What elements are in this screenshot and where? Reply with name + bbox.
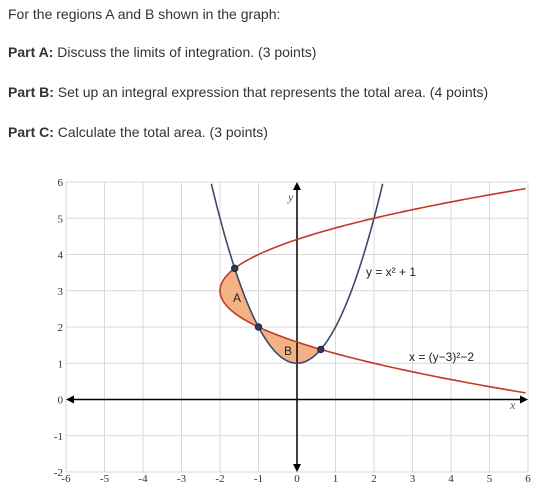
part-c-text: Calculate the total area. (3 points) (57, 124, 268, 140)
y-axis-name: y (288, 190, 294, 204)
question-intro: For the regions A and B shown in the graph: (8, 6, 281, 22)
y-tick-label: 0 (57, 394, 63, 407)
region-a-label: A (233, 291, 242, 305)
intersection-point (318, 346, 324, 352)
x-tick-label: -3 (176, 473, 187, 485)
part-a-text: Discuss the limits of integration. (3 points) (57, 44, 317, 60)
y-tick-label: 6 (57, 177, 63, 189)
x-tick-label: 2 (371, 473, 377, 485)
y-axis-arrow-up (293, 182, 301, 190)
x-tick-label: 0 (294, 473, 300, 485)
part-a (8, 43, 316, 61)
x-tick-label: -5 (99, 473, 110, 485)
shaded-regions (220, 268, 321, 363)
y-tick-label: 3 (57, 285, 63, 298)
x-axis-arrow-right (520, 396, 528, 404)
x-tick-label: 6 (525, 473, 531, 485)
tick-labels (54, 177, 531, 485)
region-b-label: B (284, 344, 293, 358)
y-tick-label: 4 (57, 249, 63, 262)
part-b-label: Part B: (8, 84, 54, 100)
x-tick-label: -6 (61, 473, 71, 485)
graph (0, 170, 546, 493)
part-b (8, 83, 488, 101)
x-tick-label: 1 (332, 473, 339, 485)
intersection-point (255, 324, 261, 330)
part-b-text: Set up an integral expression that represents the total area. (4 points) (57, 84, 489, 100)
y-tick-label: 1 (57, 358, 63, 371)
x-tick-label: -2 (215, 473, 225, 485)
y-axis-arrow-down (293, 464, 301, 472)
x-tick-label: -4 (138, 473, 148, 485)
y-tick-label: 5 (57, 213, 63, 226)
y-tick-label: -1 (53, 430, 63, 443)
x-tick-label: 4 (448, 473, 454, 485)
curve2-label: x = (y−3)²−2 (409, 350, 475, 364)
part-a-label: Part A: (8, 44, 54, 60)
part-c (8, 123, 268, 141)
y-tick-label: -2 (53, 467, 63, 479)
x-tick-label: -1 (253, 473, 264, 485)
y-tick-label: 2 (57, 322, 63, 334)
intersection-point (232, 265, 238, 271)
part-c-label: Part C: (8, 124, 54, 140)
x-axis-arrow-left (66, 396, 74, 404)
curve1-label: y = x² + 1 (366, 265, 417, 279)
x-tick-label: 3 (409, 473, 416, 485)
x-tick-label: 5 (486, 473, 493, 485)
x-axis-name: x (510, 398, 516, 412)
